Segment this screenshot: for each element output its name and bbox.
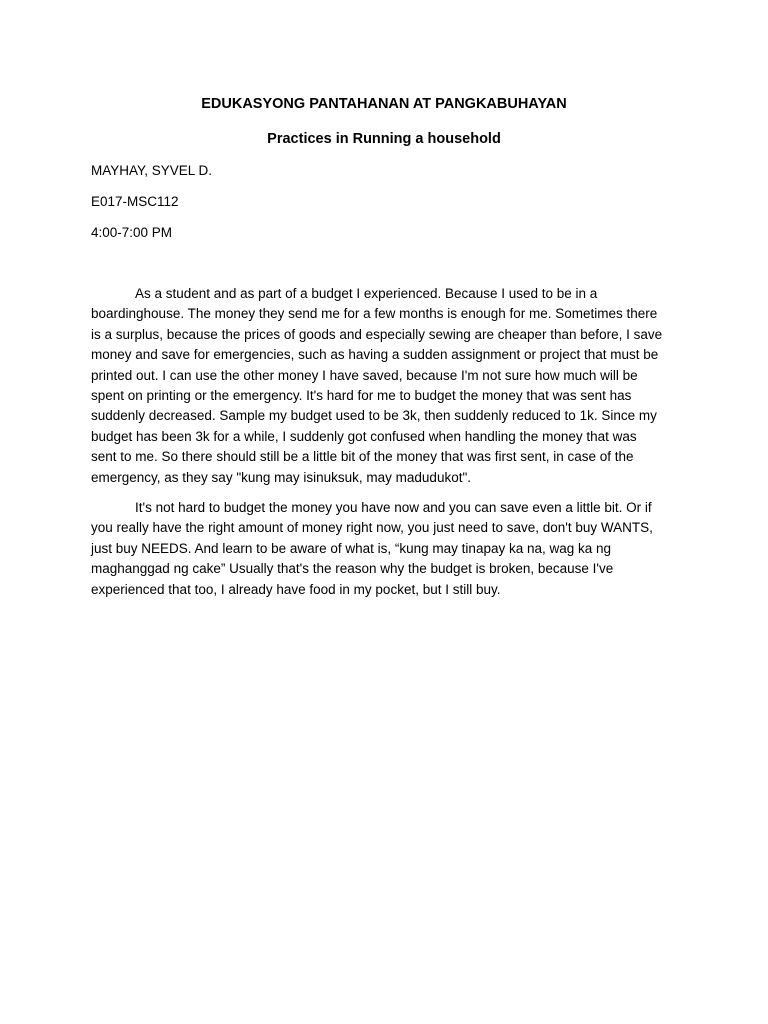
paragraph-line: suddenly decreased. Sample my budget used to be 3k, then suddenly reduced to 1k. Since my (91, 408, 657, 424)
paragraph-line: you really have the right amount of money right now, you just need to save, don't buy WANTS, (91, 520, 653, 536)
paragraph-line: emergency, as they say "kung may isinuksuk, may madudukot". (91, 469, 472, 485)
section-code: E017-MSC112 (91, 194, 179, 209)
paragraph-line: budget has been 3k for a while, I suddenly got confused when handling the money that was (91, 428, 637, 444)
body-paragraph-2 (91, 498, 673, 600)
paragraph-line: As a student and as part of a budget I experienced. Because I used to be in a (135, 286, 598, 301)
paragraph-line: sent to me. So there should still be a little bit of the money that was first sent, in case of the (91, 449, 634, 465)
paragraph-line: maghanggad ng cake” Usually that's the reason why the budget is broken, because I've (91, 561, 614, 577)
paragraph-line: money and save for emergencies, such as having a sudden assignment or project that must be (91, 347, 659, 363)
paragraph-line: It's not hard to budget the money you have now and you can save even a little bit. Or if (135, 500, 652, 515)
paragraph-line: printed out. I can use the other money I have saved, because I'm not sure how much will be (91, 367, 638, 383)
paragraph-line: just buy NEEDS. And learn to be aware of what is, “kung may tinapay ka na, wag ka ng (91, 540, 612, 556)
document-title: EDUKASYONG PANTAHANAN AT PANGKABUHAYAN (201, 96, 567, 112)
body-paragraph-1 (91, 284, 673, 488)
paragraph-line: experienced that too, I already have food in my pocket, but I still buy. (91, 581, 501, 597)
author-name: MAYHAY, SYVEL D. (91, 163, 213, 178)
paragraph-line: boardinghouse. The money they send me for a few months is enough for me. Sometimes there (91, 306, 658, 322)
paragraph-line: spent on printing or the emergency. It's hard for me to budget the money that was sent has (91, 388, 632, 404)
document-subtitle: Practices in Running a household (267, 131, 501, 147)
class-schedule: 4:00-7:00 PM (91, 225, 173, 240)
paragraph-line: is a surplus, because the prices of goods and especially sewing are cheaper than before, I save (91, 326, 663, 342)
